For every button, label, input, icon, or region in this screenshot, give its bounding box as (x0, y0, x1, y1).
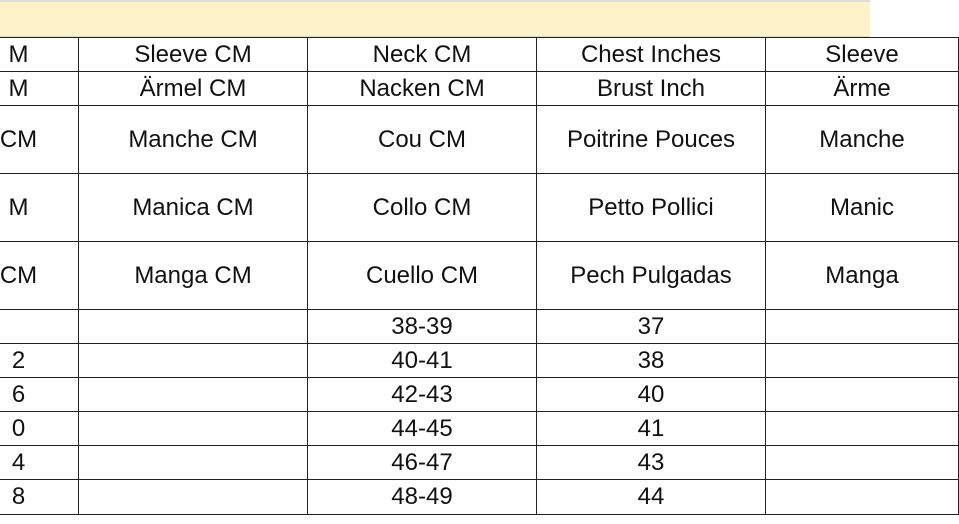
cell[interactable]: Collo CM (308, 174, 537, 242)
table-row (0, 378, 959, 412)
cell[interactable]: 44 (537, 480, 766, 515)
cell[interactable] (79, 446, 308, 480)
cell[interactable]: Sleeve (766, 38, 959, 72)
cell[interactable]: 37 (537, 310, 766, 344)
cell[interactable]: 40-41 (308, 344, 537, 378)
header-row-italian (0, 174, 959, 242)
cell[interactable] (79, 412, 308, 446)
cell[interactable]: 46-47 (308, 446, 537, 480)
cell[interactable]: 43 (537, 446, 766, 480)
cell[interactable]: Ärmel CM (79, 72, 308, 106)
cell[interactable] (766, 446, 959, 480)
cell[interactable] (0, 310, 79, 344)
cell[interactable]: 8 (0, 480, 79, 515)
header-row-french (0, 106, 959, 174)
cell[interactable]: Manche (766, 106, 959, 174)
cell[interactable] (79, 310, 308, 344)
size-chart-table (0, 37, 959, 515)
cell[interactable]: Manga (766, 242, 959, 310)
cell[interactable]: Petto Pollici (537, 174, 766, 242)
table-row (0, 344, 959, 378)
cell[interactable]: 41 (537, 412, 766, 446)
cell[interactable]: Brust Inch (537, 72, 766, 106)
cell[interactable]: Neck CM (308, 38, 537, 72)
cell[interactable]: 2 (0, 344, 79, 378)
cell[interactable]: 6 (0, 378, 79, 412)
highlighted-row[interactable] (0, 2, 870, 37)
cell[interactable]: Cuello CM (308, 242, 537, 310)
cell[interactable]: CM (0, 106, 79, 174)
cell[interactable]: Nacken CM (308, 72, 537, 106)
cell[interactable]: Manche CM (79, 106, 308, 174)
cell[interactable] (766, 480, 959, 515)
cell[interactable]: Sleeve CM (79, 38, 308, 72)
table-row (0, 480, 959, 515)
cell[interactable]: Manga CM (79, 242, 308, 310)
cell[interactable]: Manica CM (79, 174, 308, 242)
cell[interactable] (766, 344, 959, 378)
cell[interactable]: M (0, 72, 79, 106)
cell[interactable]: CM (0, 242, 79, 310)
cell[interactable]: 44-45 (308, 412, 537, 446)
cell[interactable]: 40 (537, 378, 766, 412)
cell[interactable]: Cou CM (308, 106, 537, 174)
cell[interactable]: Poitrine Pouces (537, 106, 766, 174)
table-row (0, 310, 959, 344)
cell[interactable]: Ärme (766, 72, 959, 106)
cell[interactable]: 0 (0, 412, 79, 446)
cell[interactable]: 42-43 (308, 378, 537, 412)
cell[interactable] (766, 412, 959, 446)
cell[interactable]: Pech Pulgadas (537, 242, 766, 310)
cell[interactable] (766, 378, 959, 412)
cell[interactable]: 48-49 (308, 480, 537, 515)
header-row-spanish (0, 242, 959, 310)
table-row (0, 446, 959, 480)
table-row (0, 412, 959, 446)
header-row-english (0, 38, 959, 72)
cell[interactable] (79, 344, 308, 378)
cell[interactable] (79, 378, 308, 412)
cell[interactable] (766, 310, 959, 344)
cell[interactable]: 38 (537, 344, 766, 378)
cell[interactable]: Manic (766, 174, 959, 242)
cell[interactable]: 38-39 (308, 310, 537, 344)
cell[interactable]: M (0, 174, 79, 242)
cell[interactable]: Chest Inches (537, 38, 766, 72)
cell[interactable]: 4 (0, 446, 79, 480)
cell[interactable] (79, 480, 308, 515)
cell[interactable]: M (0, 38, 79, 72)
header-row-german (0, 72, 959, 106)
